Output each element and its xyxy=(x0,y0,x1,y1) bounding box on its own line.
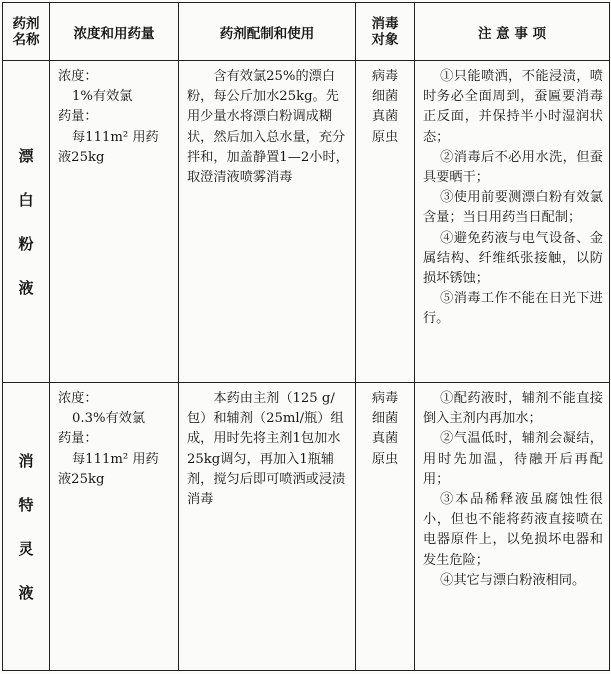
header-name xyxy=(3,3,50,61)
note-item: ④避免药液与电气设备、金属结构、纤维纸张接触，以防损坏锈蚀； xyxy=(423,230,603,287)
header-concentration: 浓度和用药量 xyxy=(50,3,179,61)
note-item: ②气温低时，辅剂会凝结，用时先加温，待融开后再配用； xyxy=(423,431,603,487)
header-target-line2: 对象 xyxy=(371,31,399,48)
target-item: 真菌 xyxy=(371,109,399,125)
note-item: ③使用前要测漂白粉有效氯含量；当日用药当日配制； xyxy=(423,190,603,226)
target-cell xyxy=(356,61,415,383)
header-row xyxy=(3,3,610,61)
drug-name-char: 消 xyxy=(18,451,34,470)
concentration-value: 0.3%有效氯 xyxy=(72,411,146,427)
note-item: ②消毒后不必用水洗，但蚕具要晒干； xyxy=(423,149,603,186)
note-item: ①只能喷洒，不能浸渍，喷时务必全面周到，蚕匾要消毒正反面，并保持半小时湿润状态； xyxy=(423,69,603,145)
drug-name-cell xyxy=(3,61,50,383)
dosage-value: 每111m² 用药 xyxy=(72,451,159,467)
target-item: 原虫 xyxy=(371,129,399,145)
target-cell xyxy=(356,383,415,671)
table-row xyxy=(3,383,610,671)
concentration-value: 1%有效氯 xyxy=(72,89,133,105)
drug-name-cell xyxy=(3,383,50,671)
target-item: 病毒 xyxy=(371,391,399,406)
drug-name-char: 特 xyxy=(18,495,34,514)
preparation-cell xyxy=(179,61,356,383)
dosage-label: 药量： xyxy=(58,431,98,447)
header-preparation: 药剂配制和使用 xyxy=(179,3,356,61)
header-name-line2: 名称 xyxy=(12,31,40,48)
header-target xyxy=(356,3,415,61)
drug-name-char: 液 xyxy=(18,583,34,602)
notes-cell xyxy=(415,383,610,671)
notes-cell xyxy=(415,61,610,383)
drug-name-char: 灵 xyxy=(18,539,34,558)
target-item: 真菌 xyxy=(371,431,399,447)
disinfectant-table xyxy=(2,2,610,671)
header-name-line1: 药剂 xyxy=(12,15,40,32)
header-notes: 注 意 事 项 xyxy=(415,3,610,61)
dosage-value-cont: 液25kg xyxy=(58,471,105,487)
preparation-text: 含有效氯25%的漂白粉，每公斤加水25kg。先用少量水将漂白粉调成糊状，然后加入总水量，充分拌和，加盖静置1—2小时，取澄清液喷雾消毒 xyxy=(187,69,349,186)
dosage-value-cont: 液25kg xyxy=(58,149,105,165)
target-item: 原虫 xyxy=(371,451,399,467)
preparation-text: 本药由主剂（125 g/包）和辅剂（25ml/瓶）组成，用时先将主剂1包加水25kg调匀，再加入1瓶辅剂，搅匀后即可喷洒或浸渍消毒 xyxy=(187,391,346,508)
preparation-cell xyxy=(179,383,356,671)
target-item: 细菌 xyxy=(371,411,399,427)
drug-name-char: 漂 xyxy=(18,146,34,165)
note-item: ③本品稀释液虽腐蚀性很小，但也不能将药液直接喷在电器原件上，以免损坏电器和发生危险； xyxy=(423,492,603,568)
concentration-label: 浓度： xyxy=(58,69,98,84)
drug-name-char: 粉 xyxy=(18,234,34,253)
target-item: 病毒 xyxy=(371,69,399,84)
drug-name-char: 白 xyxy=(18,190,34,209)
table-row xyxy=(3,61,610,383)
header-target-line1: 消毒 xyxy=(371,15,399,32)
concentration-cell xyxy=(50,383,179,671)
note-item: ④其它与漂白粉液相同。 xyxy=(440,572,586,588)
drug-name-char: 液 xyxy=(18,278,34,297)
concentration-cell xyxy=(50,61,179,383)
dosage-label: 药量： xyxy=(58,109,98,125)
concentration-label: 浓度： xyxy=(58,391,98,406)
dosage-value: 每111m² 用药 xyxy=(72,129,159,145)
target-item: 细菌 xyxy=(371,89,399,105)
note-item: ①配药液时，辅剂不能直接倒入主剂内再加水； xyxy=(423,391,603,427)
note-item: ⑤消毒工作不能在日光下进行。 xyxy=(423,291,603,327)
